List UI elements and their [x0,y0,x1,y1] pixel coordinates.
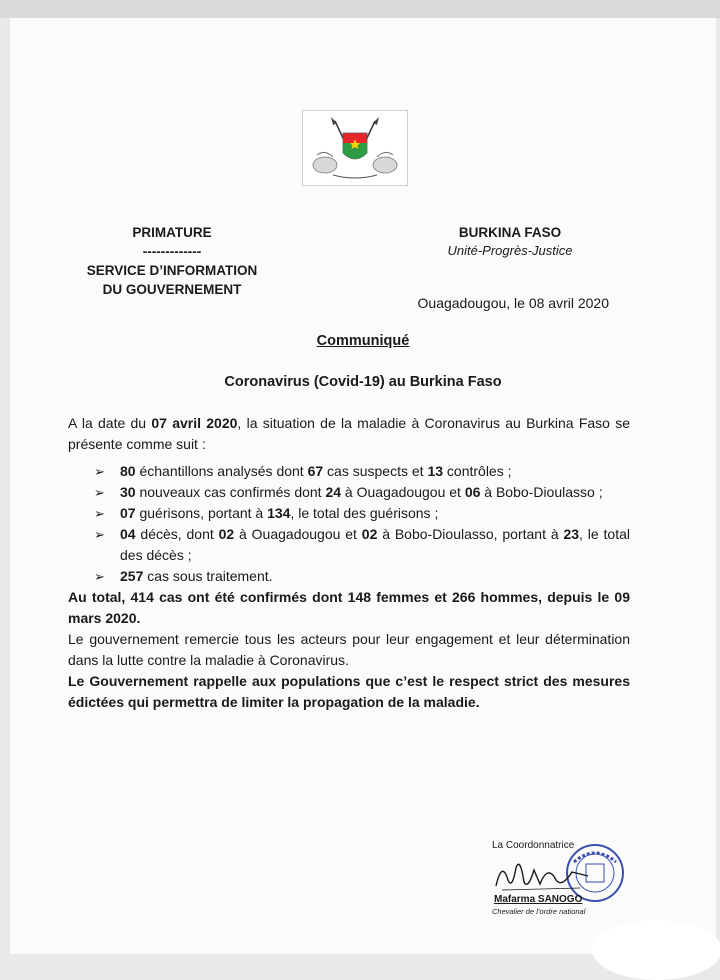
item-text: cas sous traitement. [143,568,273,584]
item-text: à Ouagadougou et [234,526,362,542]
list-item [68,503,630,524]
list-item [68,524,630,566]
issuer-government: DU GOUVERNEMENT [102,282,242,297]
item-text: à Bobo-Dioulasso, portant à [377,526,564,542]
country-name: BURKINA FASO [458,225,562,240]
item-text: cas suspects et [323,463,428,479]
item-value: 30 [120,484,136,500]
total-paragraph: Au total, 414 cas ont été confirmés dont 148 femmes et 266 hommes, depuis le 09 mars 2020. [68,589,630,626]
item-value: 257 [120,568,144,584]
issuer-primature: PRIMATURE [132,225,212,240]
item-value: 02 [218,526,235,542]
communique-subject: Coronavirus (Covid-19) au Burkina Faso [224,374,502,390]
item-text: échantillons analysés dont [135,463,308,479]
communique-body [68,413,630,713]
arrow-bullet-icon: ➢ [94,527,105,542]
signatory-title: La Coordonnatrice [492,840,575,851]
item-text: , le total des guérisons ; [290,505,439,521]
item-value: 02 [361,526,378,542]
arrow-bullet-icon: ➢ [94,506,105,521]
item-text: guérisons, portant à [135,505,268,521]
thanks-paragraph: Le gouvernement remercie tous les acteurs pour leur engagement et leur détermination dans la lutte contre la maladie à Coronavirus. [68,631,630,668]
item-text: à Ouagadougou et [341,484,465,500]
issuer-separator: ------------- [142,244,202,259]
intro-paragraph [68,413,630,455]
item-text: nouveaux cas confirmés dont [135,484,326,500]
item-value: 13 [427,463,444,479]
communique-title: Communiqué [316,333,410,349]
communique-page [10,18,716,954]
intro-text-1: A la date du [68,415,152,431]
item-value: 134 [267,505,291,521]
signature-block [488,836,638,926]
intro-date: 07 avril 2020 [151,415,238,431]
list-item [68,482,630,503]
issuer-service: SERVICE D’INFORMATION [86,263,258,278]
arrow-bullet-icon: ➢ [94,485,105,500]
item-value: 07 [120,505,136,521]
coat-of-arms-icon [302,110,408,186]
item-value: 06 [464,484,481,500]
arrow-bullet-icon: ➢ [94,569,105,584]
reminder-paragraph: Le Gouvernement rappelle aux populations que c’est le respect strict des mesures édictées qui permettra de limiter la propagation de la maladie. [68,673,630,710]
screen-top-band [0,0,720,18]
list-item [68,461,630,482]
situation-list [68,461,630,587]
item-text: , le total des décès ; [120,526,630,563]
handwritten-signature-icon [488,850,598,896]
page-corner-reflection [592,920,720,980]
country-block [420,223,600,259]
item-text: contrôles ; [443,463,512,479]
item-value: 24 [325,484,342,500]
issuer-block [68,223,276,299]
arrow-bullet-icon: ➢ [94,464,105,479]
item-value: 23 [563,526,580,542]
signatory-distinction: Chevalier de l’ordre national [492,907,586,916]
list-item [68,566,630,587]
item-text: à Bobo-Dioulasso ; [480,484,603,500]
item-text: décès, dont [135,526,219,542]
country-motto: Unité-Progrès-Justice [447,243,573,258]
intro-text-2: , la situation de la maladie à Coronavirus au Burkina Faso se présente comme suit : [68,415,631,452]
item-value: 04 [120,526,136,542]
item-value: 80 [120,463,136,479]
dateline: Ouagadougou, le 08 avril 2020 [417,295,609,311]
item-value: 67 [307,463,324,479]
signatory-name: Mafarma SANOGO [494,894,583,905]
